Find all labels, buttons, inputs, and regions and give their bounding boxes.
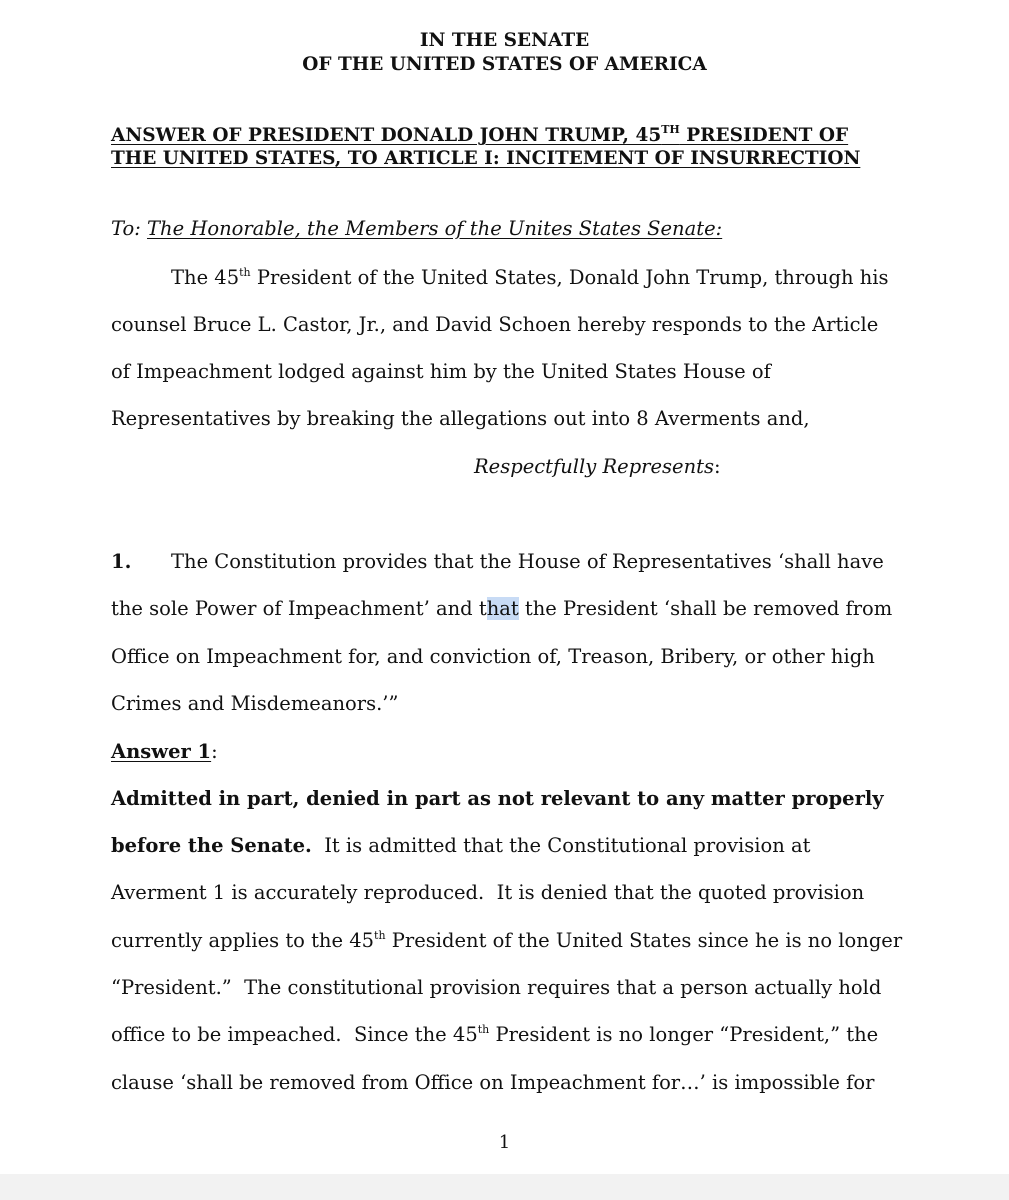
document-title-line-1: ANSWER OF PRESIDENT DONALD JOHN TRUMP, 45TH PRESIDENT OF xyxy=(111,123,849,146)
page-number: 1 xyxy=(498,1132,511,1153)
answer-1-line-1: Admitted in part, denied in part as not relevant to any matter properly xyxy=(111,787,884,810)
court-header-line-1: IN THE SENATE xyxy=(419,30,590,51)
answer-1-line-5: “President.” The constitutional provision requires that a person actually hold xyxy=(111,976,882,999)
document-title-line-2: THE UNITED STATES, TO ARTICLE I: INCITEMENT OF INSURRECTION xyxy=(111,148,861,169)
averment-1-line-1: The Constitution provides that the House of Representatives ‘shall have xyxy=(171,550,884,573)
answer-1-line-7: clause ‘shall be removed from Office on Impeachment for…’ is impossible for xyxy=(111,1071,875,1094)
averment-1-line-4: Crimes and Misdemeanors.’” xyxy=(111,692,399,715)
answer-1-line-4: currently applies to the 45th President of the United States since he is no longer xyxy=(111,929,903,952)
intro-line-4: Representatives by breaking the allegations out into 8 Averments and, xyxy=(111,407,810,430)
averment-number: 1. xyxy=(111,550,132,573)
answer-1-heading: Answer 1: xyxy=(111,740,218,763)
respectfully-represents: Respectfully Represents: xyxy=(474,455,721,478)
court-header-line-2: OF THE UNITED STATES OF AMERICA xyxy=(302,54,707,75)
answer-1-line-2: before the Senate. It is admitted that the Constitutional provision at xyxy=(111,834,811,857)
averment-1-line-3: Office on Impeachment for, and conviction of, Treason, Bribery, or other high xyxy=(111,645,875,668)
text-selection-highlight[interactable]: hat xyxy=(486,597,519,620)
averment-1-line-2: the sole Power of Impeachment’ and that the President ‘shall be removed from xyxy=(111,597,893,620)
intro-line-1: The 45th President of the United States, Donald John Trump, through his xyxy=(171,266,889,289)
intro-line-2: counsel Bruce L. Castor, Jr., and David Schoen hereby responds to the Article xyxy=(111,313,879,336)
page-bottom-edge xyxy=(0,1174,1009,1200)
salutation: To: The Honorable, the Members of the Unites States Senate: xyxy=(111,217,723,240)
intro-line-3: of Impeachment lodged against him by the United States House of xyxy=(111,360,771,383)
answer-1-line-3: Averment 1 is accurately reproduced. It is denied that the quoted provision xyxy=(111,881,865,904)
answer-1-line-6: office to be impeached. Since the 45th President is no longer “President,” the xyxy=(111,1023,879,1046)
